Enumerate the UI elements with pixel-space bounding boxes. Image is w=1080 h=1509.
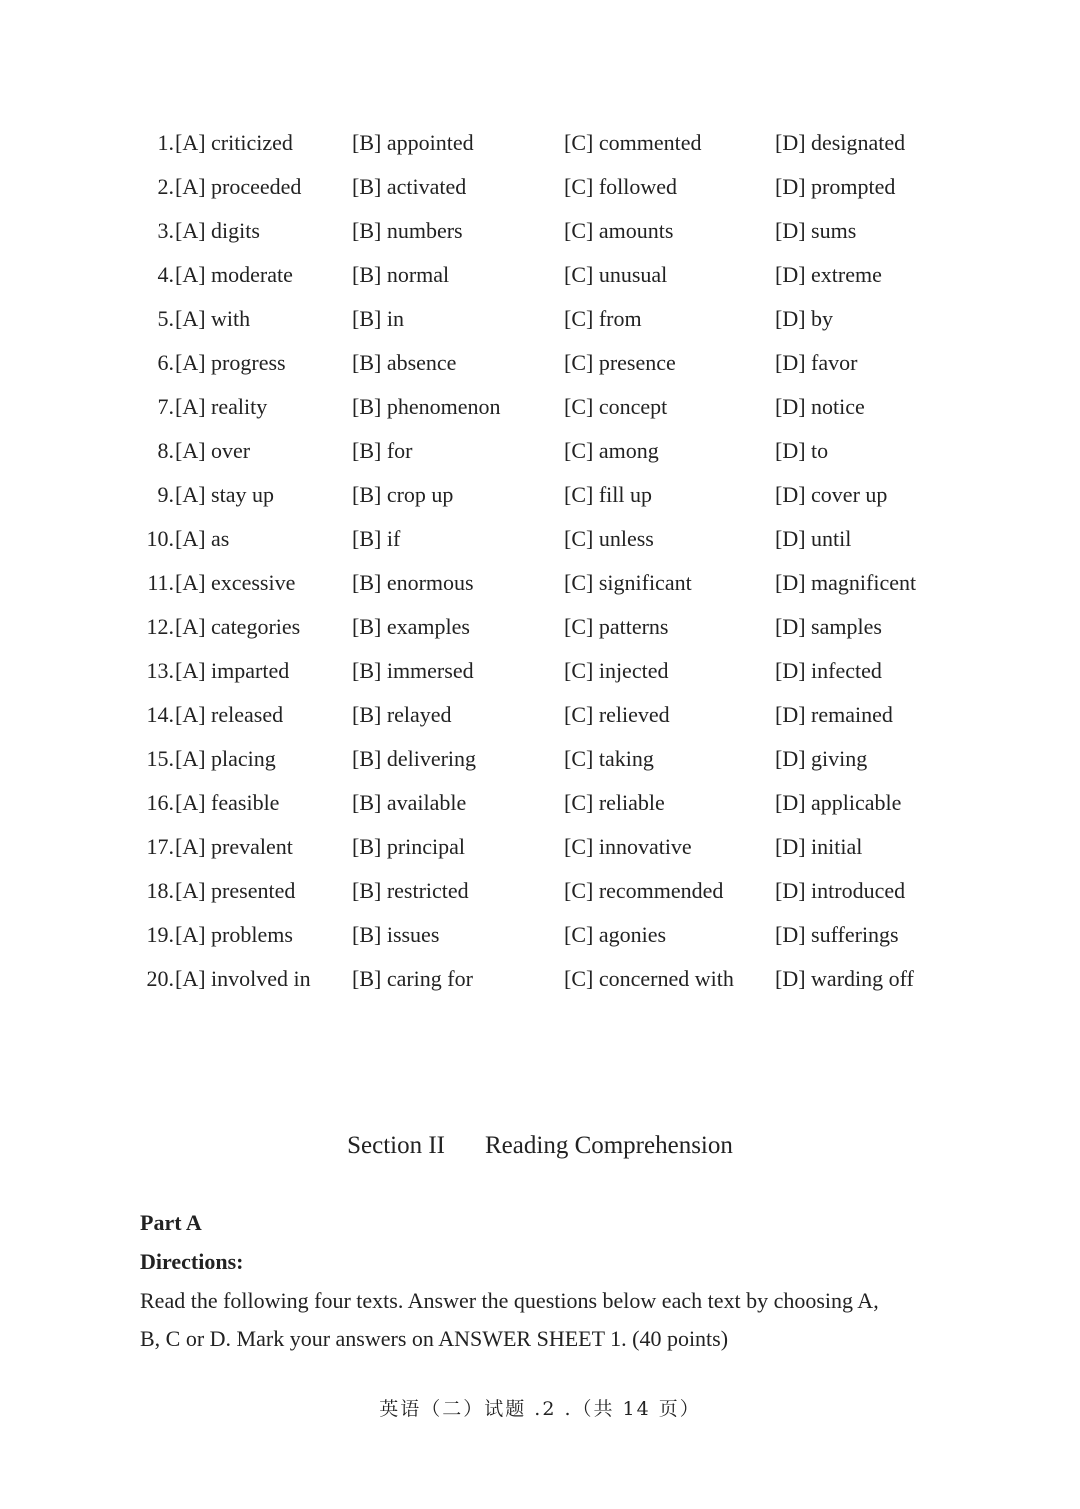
option-d: [D] designated: [775, 130, 906, 155]
question-row: [140, 429, 960, 473]
question-row: [140, 957, 960, 1001]
option-d: [D] introduced: [775, 878, 906, 903]
option-c: [C] followed: [564, 174, 678, 199]
option-d: [D] warding off: [775, 966, 914, 991]
option-c: [C] from: [564, 306, 642, 331]
question-row: [140, 121, 960, 165]
option-a: [A] over: [175, 438, 251, 463]
option-d: [D] infected: [775, 658, 882, 683]
question-number: 11.: [147, 570, 174, 595]
option-a: [A] reality: [175, 394, 268, 419]
option-d: [D] cover up: [775, 482, 888, 507]
option-d: [D] favor: [775, 350, 858, 375]
option-b: [B] appointed: [352, 130, 474, 155]
option-a: [A] released: [175, 702, 284, 727]
option-a: [A] criticized: [175, 130, 293, 155]
question-number: 18.: [146, 878, 174, 903]
option-b: [B] if: [352, 526, 401, 551]
option-d: [D] samples: [775, 614, 882, 639]
option-b: [B] in: [352, 306, 404, 331]
option-a: [A] proceeded: [175, 174, 302, 199]
option-b: [B] absence: [352, 350, 457, 375]
option-c: [C] fill up: [564, 482, 652, 507]
option-a: [A] with: [175, 306, 251, 331]
question-row: [140, 209, 960, 253]
section-title: Reading Comprehension: [485, 1132, 733, 1159]
option-b: [B] relayed: [352, 702, 452, 727]
question-row: [140, 297, 960, 341]
option-c: [C] recommended: [564, 878, 724, 903]
question-number: 4.: [157, 262, 174, 287]
question-row: [140, 869, 960, 913]
question-number: 20.: [146, 966, 174, 991]
option-b: [B] available: [352, 790, 467, 815]
option-c: [C] relieved: [564, 702, 670, 727]
section-number: Section II: [347, 1132, 445, 1159]
question-row: [140, 825, 960, 869]
option-b: [B] delivering: [352, 746, 477, 771]
option-b: [B] immersed: [352, 658, 474, 683]
directions-text: [140, 1282, 950, 1358]
question-number: 3.: [157, 218, 174, 243]
option-a: [A] feasible: [175, 790, 280, 815]
option-d: [D] sufferings: [775, 922, 899, 947]
question-number: 12.: [146, 614, 174, 639]
option-c: [C] reliable: [564, 790, 665, 815]
option-b: [B] restricted: [352, 878, 469, 903]
option-c: [C] unusual: [564, 262, 668, 287]
option-a: [A] presented: [175, 878, 296, 903]
option-b: [B] crop up: [352, 482, 454, 507]
option-c: [C] agonies: [564, 922, 667, 947]
option-c: [C] injected: [564, 658, 669, 683]
question-number: 9.: [157, 482, 174, 507]
option-a: [A] prevalent: [175, 834, 293, 859]
question-number: 14.: [146, 702, 174, 727]
question-row: [140, 253, 960, 297]
directions-label: Directions:: [140, 1249, 244, 1274]
page-footer: 英语（二）试题 .2 .（共 14 页）: [379, 1398, 701, 1420]
option-b: [B] normal: [352, 262, 450, 287]
option-d: [D] by: [775, 306, 834, 331]
option-d: [D] to: [775, 438, 829, 463]
option-b: [B] principal: [352, 834, 466, 859]
option-a: [A] as: [175, 526, 230, 551]
question-number: 7.: [157, 394, 174, 419]
question-row: [140, 649, 960, 693]
option-c: [C] patterns: [564, 614, 669, 639]
question-row: [140, 913, 960, 957]
option-a: [A] progress: [175, 350, 286, 375]
option-d: [D] remained: [775, 702, 893, 727]
option-b: [B] activated: [352, 174, 467, 199]
option-c: [C] innovative: [564, 834, 692, 859]
option-a: [A] imparted: [175, 658, 290, 683]
option-d: [D] until: [775, 526, 852, 551]
question-row: [140, 605, 960, 649]
option-a: [A] placing: [175, 746, 276, 771]
question-number: 6.: [157, 350, 174, 375]
option-c: [C] significant: [564, 570, 692, 595]
option-c: [C] unless: [564, 526, 654, 551]
section-heading: [0, 1126, 1080, 1166]
part-label: Part A: [140, 1210, 202, 1235]
option-b: [B] for: [352, 438, 413, 463]
question-number: 15.: [146, 746, 174, 771]
question-number: 1.: [157, 130, 174, 155]
question-row: [140, 473, 960, 517]
option-c: [C] presence: [564, 350, 676, 375]
option-a: [A] digits: [175, 218, 260, 243]
option-a: [A] excessive: [175, 570, 296, 595]
option-d: [D] initial: [775, 834, 863, 859]
option-a: [A] categories: [175, 614, 301, 639]
option-a: [A] involved in: [175, 966, 311, 991]
question-row: [140, 561, 960, 605]
directions-line: Read the following four texts. Answer the questions below each text by choosing A,: [140, 1288, 879, 1313]
question-row: [140, 737, 960, 781]
option-a: [A] problems: [175, 922, 293, 947]
option-c: [C] commented: [564, 130, 702, 155]
option-a: [A] stay up: [175, 482, 274, 507]
option-d: [D] prompted: [775, 174, 896, 199]
option-a: [A] moderate: [175, 262, 293, 287]
question-number: 16.: [146, 790, 174, 815]
option-c: [C] among: [564, 438, 659, 463]
option-b: [B] examples: [352, 614, 470, 639]
question-row: [140, 385, 960, 429]
option-d: [D] magnificent: [775, 570, 917, 595]
question-row: [140, 165, 960, 209]
option-d: [D] giving: [775, 746, 868, 771]
question-number: 17.: [146, 834, 174, 859]
question-number: 2.: [157, 174, 174, 199]
option-b: [B] phenomenon: [352, 394, 501, 419]
question-row: [140, 341, 960, 385]
option-d: [D] applicable: [775, 790, 902, 815]
question-list: [140, 121, 960, 1001]
option-b: [B] issues: [352, 922, 440, 947]
question-row: [140, 517, 960, 561]
option-c: [C] taking: [564, 746, 654, 771]
question-number: 5.: [157, 306, 174, 331]
question-number: 13.: [146, 658, 174, 683]
question-row: [140, 693, 960, 737]
question-row: [140, 781, 960, 825]
question-number: 10.: [146, 526, 174, 551]
option-d: [D] notice: [775, 394, 865, 419]
option-d: [D] extreme: [775, 262, 882, 287]
option-c: [C] amounts: [564, 218, 674, 243]
option-c: [C] concept: [564, 394, 668, 419]
option-b: [B] enormous: [352, 570, 474, 595]
option-b: [B] numbers: [352, 218, 463, 243]
option-b: [B] caring for: [352, 966, 473, 991]
question-number: 19.: [146, 922, 174, 947]
directions-line: B, C or D. Mark your answers on ANSWER SHEET 1. (40 points): [140, 1326, 729, 1351]
question-number: 8.: [157, 438, 174, 463]
option-c: [C] concerned with: [564, 966, 734, 991]
option-d: [D] sums: [775, 218, 857, 243]
